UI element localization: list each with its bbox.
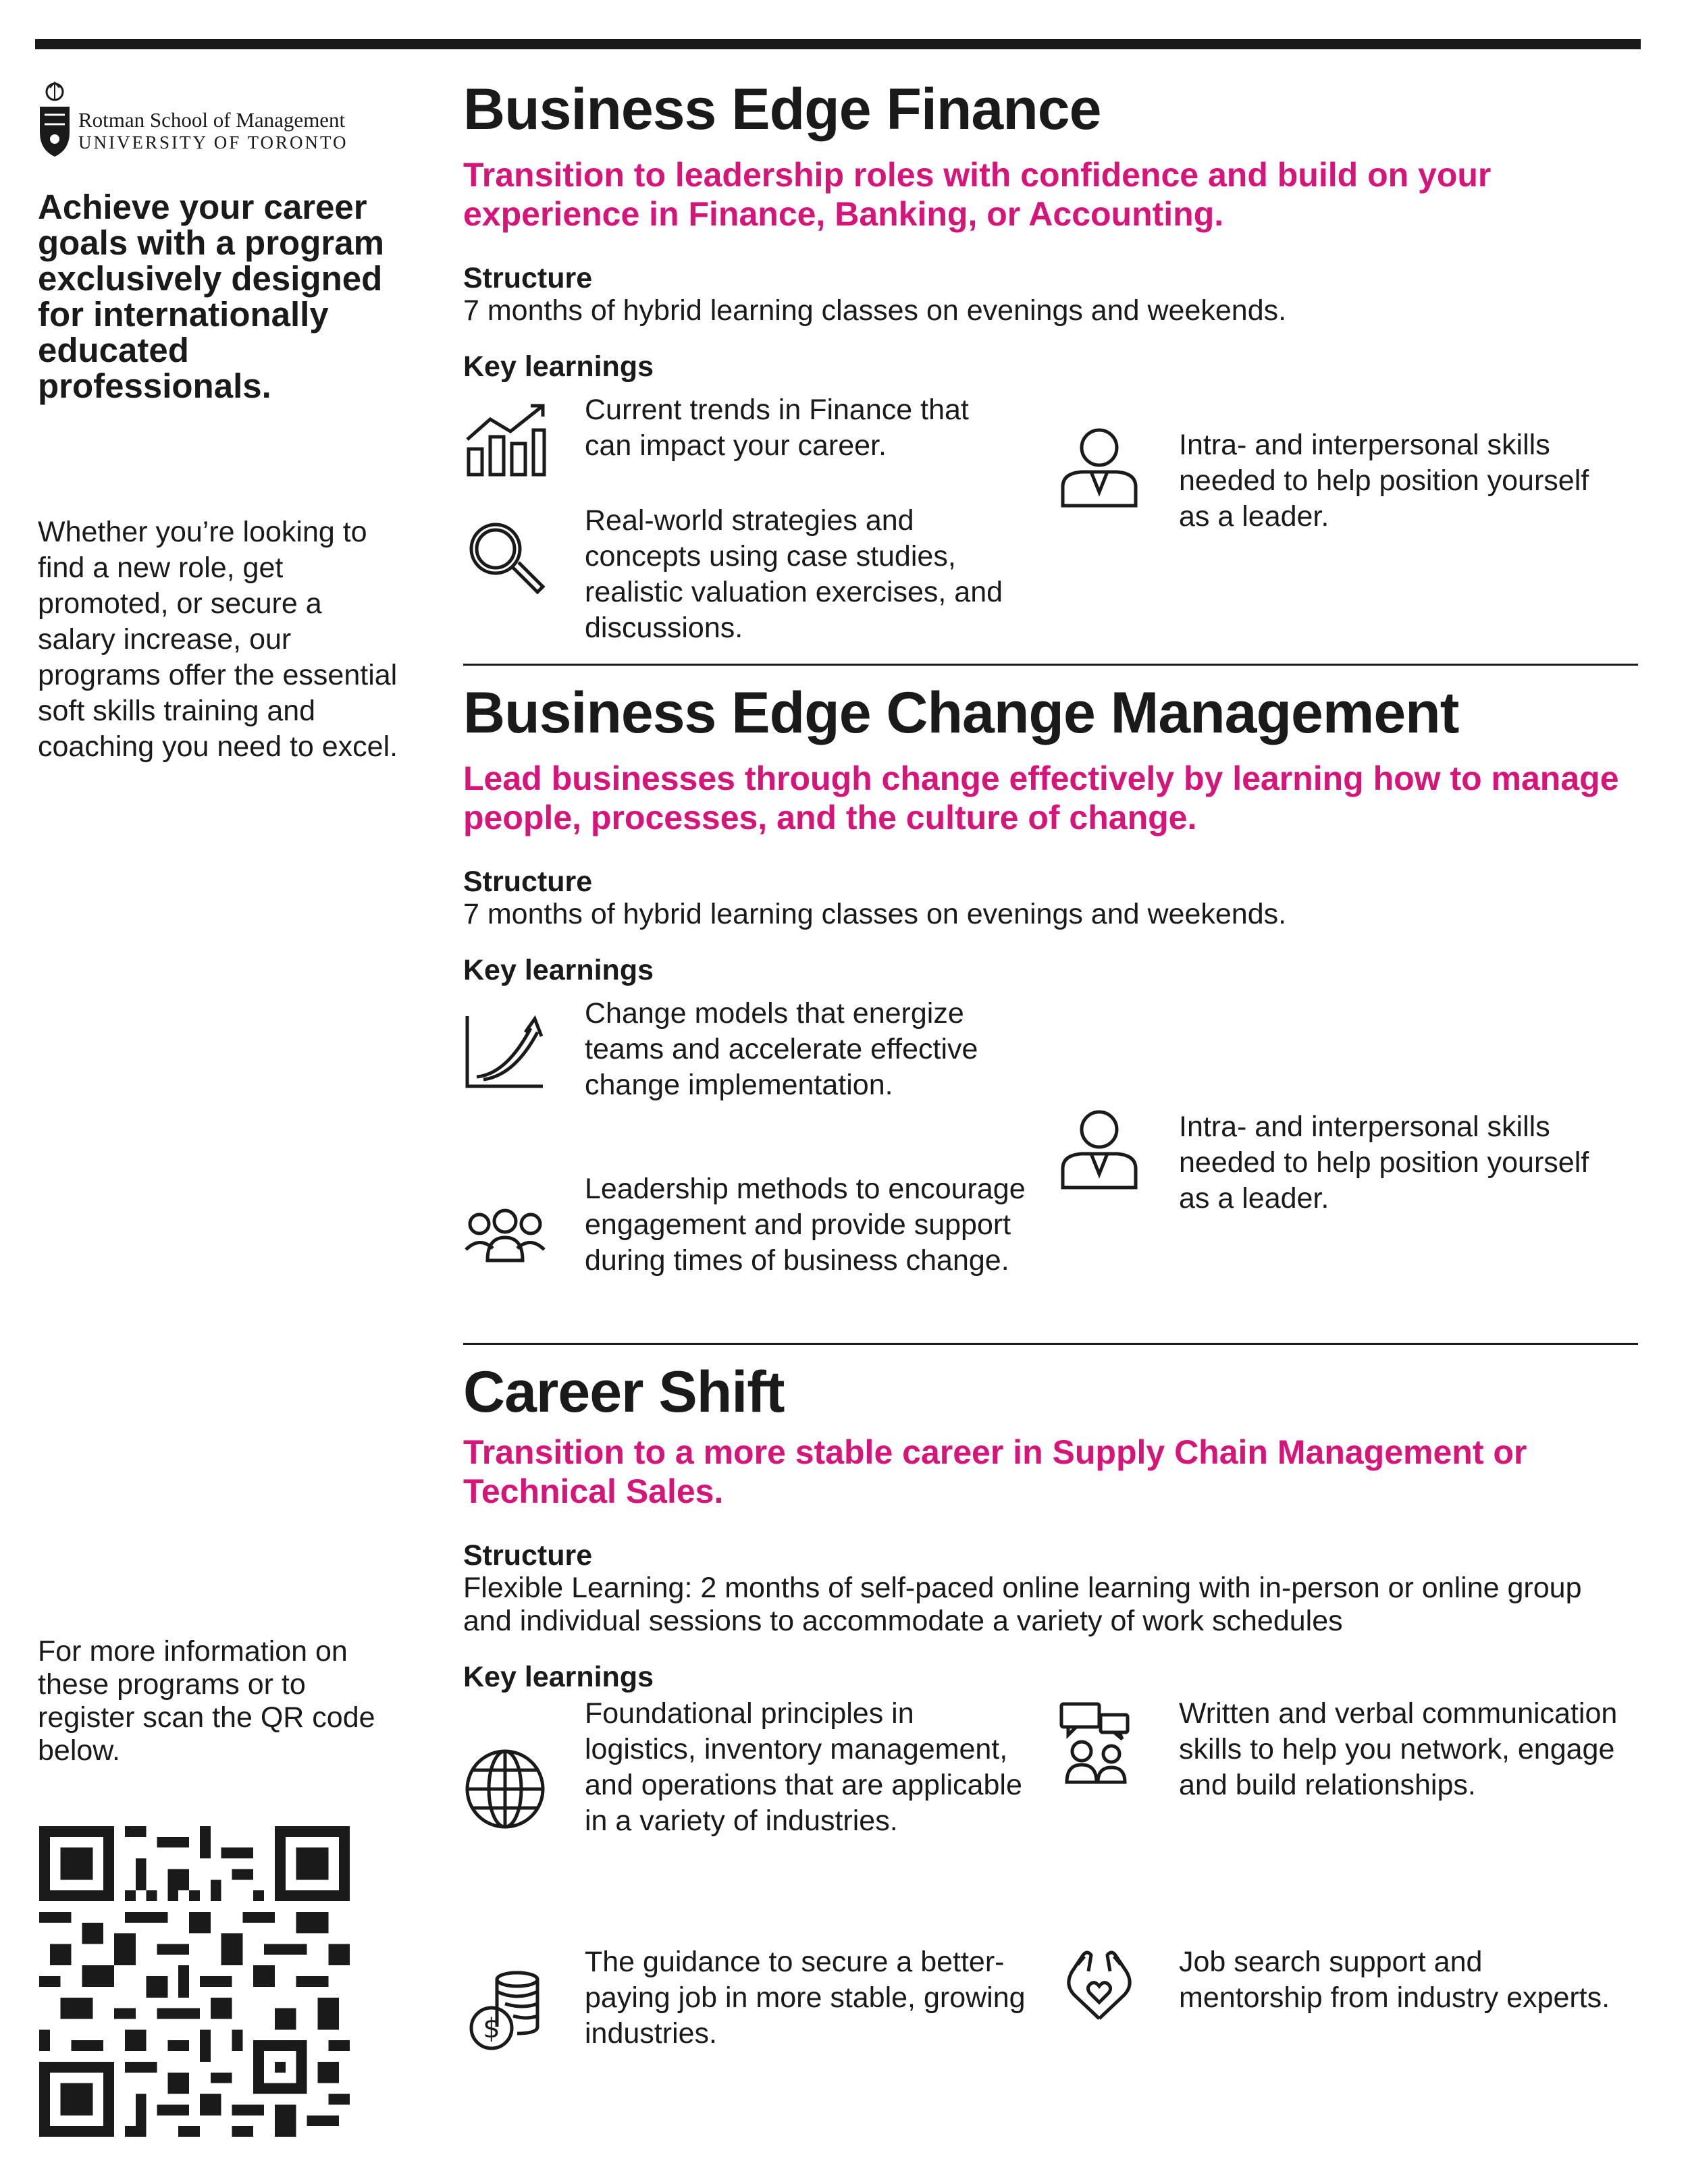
- programs-column: [463, 76, 1638, 2058]
- person-icon: [1057, 425, 1141, 508]
- structure-text: 7 months of hybrid learning classes on evenings and weekends.: [463, 898, 1287, 930]
- learning-text: Job search support and mentorship from industry experts.: [1179, 1946, 1610, 2014]
- logo-university-name: UNIVERSITY OF TORONTO: [78, 132, 348, 153]
- svg-text:$: $: [483, 2013, 500, 2044]
- growth-chart-icon: [463, 1009, 547, 1093]
- more-info-text: For more information on these programs or to register scan the QR code below.: [38, 1635, 375, 1767]
- bar-chart-trend-icon: [463, 396, 547, 480]
- learning-text: Intra- and interpersonal skills needed to help position yourself as a leader.: [1179, 1111, 1589, 1215]
- top-rule: [35, 39, 1641, 49]
- sidebar-heading: Achieve your career goals with a program exclusively designed for internationally educated professionals.: [38, 188, 384, 405]
- chat-people-icon: [1057, 1700, 1141, 1784]
- learning-text: The guidance to secure a better-paying job in more stable, growing industries.: [585, 1946, 1026, 2050]
- key-learnings-label: Key learnings: [463, 954, 654, 986]
- logo-school-name: Rotman School of Management: [78, 108, 346, 132]
- structure-label: Structure: [463, 262, 593, 294]
- learning-text: Current trends in Finance that can impact your career.: [585, 394, 969, 462]
- program-subtitle: Transition to a more stable career in Supply Chain Management or Technical Sales.: [463, 1433, 1527, 1510]
- section-divider: [463, 664, 1638, 666]
- magnifier-icon: [463, 516, 547, 600]
- learning-text: Change models that energize teams and accelerate effective change implementation.: [585, 997, 978, 1101]
- key-learnings-list: [463, 986, 1638, 1343]
- learning-text: Leadership methods to encourage engagement and provide support during times of business change.: [585, 1173, 1026, 1277]
- sidebar-body: Whether you’re looking to find a new role, get promoted, or secure a salary increase, our programs offer the essential soft skills training and coaching you need to excel.: [38, 516, 398, 763]
- program-title: Business Edge Finance: [463, 77, 1101, 142]
- structure-label: Structure: [463, 1539, 593, 1572]
- key-learnings-list: [463, 383, 1638, 664]
- structure-text: 7 months of hybrid learning classes on evenings and weekends.: [463, 294, 1287, 327]
- program-subtitle: Lead businesses through change effectively by learning how to manage people, processes, and the culture of change.: [463, 760, 1619, 836]
- structure-text: Flexible Learning: 2 months of self-paced online learning with in-person or online group and individual sessions to accommodate a variety of work schedules: [463, 1572, 1582, 1637]
- key-learnings-list: [463, 1693, 1638, 2058]
- learning-text: Written and verbal communication skills to help you network, engage and build relationships.: [1179, 1697, 1618, 1801]
- key-learnings-label: Key learnings: [463, 1661, 654, 1693]
- program-title: Business Edge Change Management: [463, 681, 1459, 745]
- structure-label: Structure: [463, 865, 593, 898]
- qr-code[interactable]: [39, 1826, 350, 2137]
- program-business-edge-change-management: [463, 679, 1638, 1343]
- coins-icon: [463, 1967, 547, 2051]
- learning-text: Real-world strategies and concepts using case studies, realistic valuation exercises, and discussions.: [585, 504, 1003, 644]
- learning-text: Foundational principles in logistics, inventory management, and operations that are applicable in a variety of industries.: [585, 1697, 1022, 1837]
- person-icon: [1057, 1107, 1141, 1190]
- key-learnings-label: Key learnings: [463, 350, 654, 383]
- group-icon: [463, 1196, 547, 1279]
- crest-icon: [38, 80, 72, 159]
- program-career-shift: [463, 1358, 1638, 2058]
- section-divider: [463, 1343, 1638, 1345]
- hands-heart-icon: [1057, 1944, 1141, 2028]
- globe-icon: [463, 1747, 547, 1831]
- rotman-logo: [38, 80, 389, 161]
- program-business-edge-finance: [463, 76, 1638, 664]
- program-title: Career Shift: [463, 1360, 785, 1424]
- program-subtitle: Transition to leadership roles with confidence and build on your experience in Finance, Banking, or Accounting.: [463, 156, 1492, 233]
- learning-text: Intra- and interpersonal skills needed to help position yourself as a leader.: [1179, 429, 1589, 533]
